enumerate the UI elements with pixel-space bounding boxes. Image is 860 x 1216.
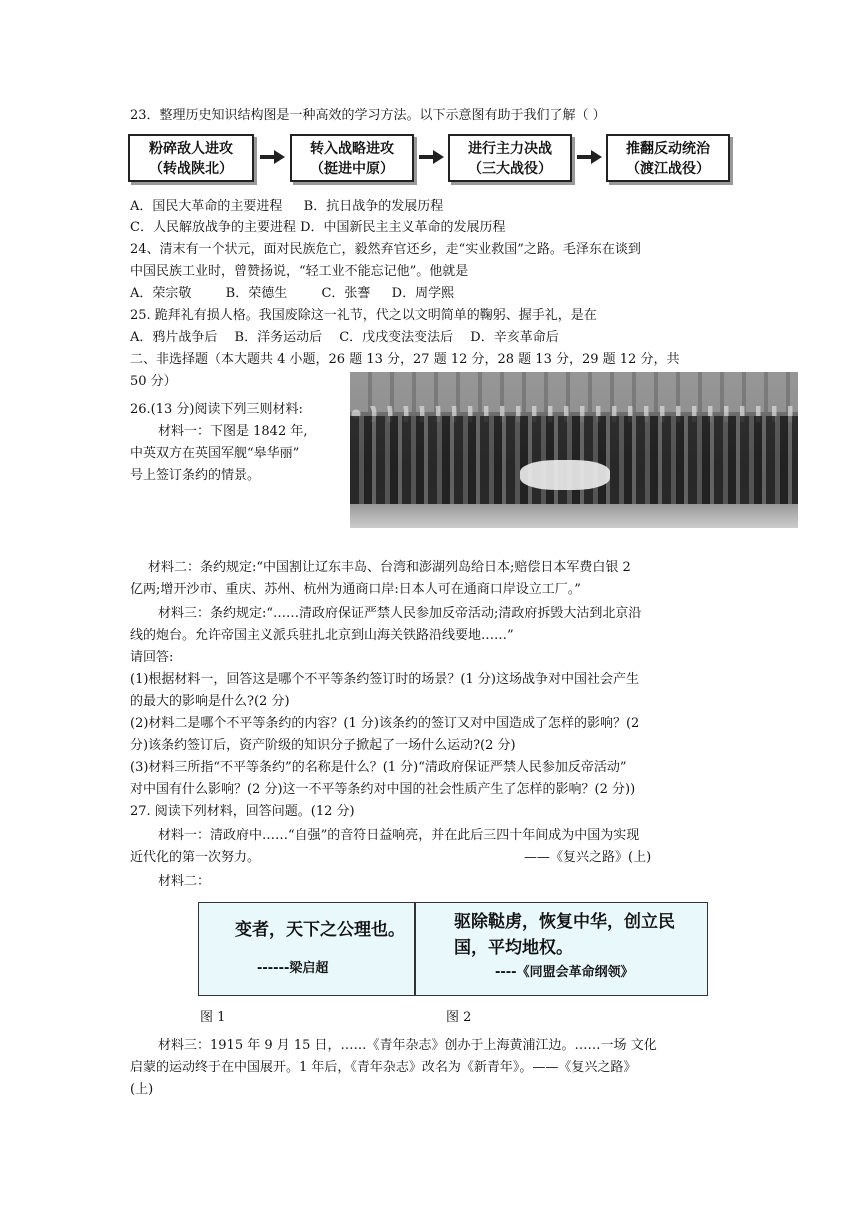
q26-material-1-b: 中英双方在英国军舰“皋华丽” — [130, 446, 300, 461]
q26-sub-1-b: 的最大的影响是什么?(2 分) — [130, 694, 290, 709]
quote-2-author: ----《同盟会革命纲领》 — [495, 965, 634, 980]
q26-sub-3-a: (3)材料三所指“不平等条约”的名称是什么？(1 分)“清政府保证严禁人民参加反帝活动” — [130, 760, 627, 775]
quote-boxes — [198, 902, 708, 996]
q27-material-3-b: 启蒙的运动终于在中国展开。1 年后，《青年杂志》改名为《新青年》。——《复兴之路》 — [130, 1060, 637, 1075]
q23-stem: 23．整理历史知识结构图是一种高效的学习方法。以下示意图有助于我们了解（ ） — [130, 108, 606, 123]
q26-material-2-b: 亿两;增开沙市、重庆、苏州、杭州为通商口岸:日本人可在通商口岸设立工厂。” — [130, 582, 581, 597]
q26-sub-2-a: (2)材料二是哪个不平等条约的内容？(1 分)该条约的签订又对中国造成了怎样的影响？(2 — [130, 716, 640, 731]
q23-options-ab: A．国民大革命的主要进程 B．抗日战争的发展历程 — [130, 199, 444, 214]
q25-options: A．鸦片战争后 B．洋务运动后 C．戊戌变法变法后 D．辛亥革命后 — [130, 330, 559, 345]
q26-sub-2-b: 分)该条约签订后，资产阶级的知识分子掀起了一场什么运动?(2 分) — [130, 738, 516, 753]
flow-step-2-title: 转入战略进攻 — [310, 141, 394, 157]
q27-material-3-a: 材料三：1915 年 9 月 15 日，……《青年杂志》创办于上海黄浦江边。……一场 文化 — [158, 1038, 657, 1053]
flow-step-2-sub: （挺进中原） — [310, 161, 394, 177]
flow-step-2 — [290, 134, 414, 182]
q26-sub-1-a: (1)根据材料一，回答这是哪个不平等条约签订时的场景？(1 分)这场战争对中国社会产生 — [130, 672, 639, 687]
flow-chart — [128, 134, 730, 186]
q23-options-cd: C．人民解放战争的主要进程 D．中国新民主主义革命的发展历程 — [130, 220, 506, 235]
flow-step-4-sub: （渡江战役） — [626, 161, 710, 177]
q26-material-1-a: 材料一：下图是 1842 年, — [158, 424, 308, 439]
q27-material-2-label: 材料二： — [158, 874, 211, 889]
flow-step-3 — [448, 134, 572, 182]
flow-step-1-title: 粉碎敌人进攻 — [149, 141, 233, 157]
section-2-heading-cont: 50 分） — [130, 374, 177, 389]
q26-material-3-a: 材料三：条约规定:“……清政府保证严禁人民参加反帝活动;清政府拆毁大沽到北京沿 — [158, 606, 642, 621]
q27-material-1-b: 近代化的第一次努力。 — [130, 850, 261, 865]
quote-1-author: ------梁启超 — [257, 961, 329, 976]
quote-1-text: 变者，天下之公理也。 — [235, 920, 405, 940]
q26-material-1-c: 号上签订条约的情景。 — [130, 468, 261, 483]
quote-divider — [414, 903, 416, 995]
arrow-right-icon — [260, 150, 286, 164]
flow-step-4 — [606, 134, 730, 182]
quote-2-text: 驱除鞑虏，恢复中华，创立民国，平均地权。 — [454, 912, 675, 958]
q26-heading: 26.(13 分)阅读下列三则材料: — [130, 402, 303, 417]
q27-heading: 27. 阅读下列材料，回答问题。(12 分) — [130, 804, 355, 819]
q27-material-1-source: ——《复兴之路》(上) — [524, 850, 652, 865]
q24-stem-1: 24、清末有一个状元，面对民族危亡，毅然弃官还乡，走“实业救国”之路。毛泽东在谈到 — [130, 242, 641, 257]
arrow-right-icon — [419, 150, 445, 164]
figure-2-caption: 图 2 — [446, 1010, 472, 1025]
flow-step-3-sub: （三大战役） — [468, 161, 552, 177]
arrow-right-icon — [577, 150, 603, 164]
q24-stem-2: 中国民族工业时，曾赞扬说，“轻工业不能忘记他”。他就是 — [130, 264, 469, 279]
q24-options: A．荣宗敬 B．荣德生 C．张謇 D．周学熙 — [130, 286, 455, 301]
q26-prompt: 请回答: — [130, 650, 174, 665]
q26-material-2-a: 材料二：条约规定:“中国割让辽东丰岛、台湾和澎湖列岛给日本;赔偿日本军费白银 2 — [148, 560, 631, 575]
q27-material-3-c: (上) — [130, 1082, 154, 1097]
section-2-heading: 二、非选择题（本大题共 4 小题，26 题 13 分，27 题 12 分，28 题 13 分，29 题 12 分，共 — [130, 352, 680, 367]
q26-material-3-b: 线的炮台。允许帝国主义派兵驻扎北京到山海关铁路沿线要地……” — [130, 628, 514, 643]
flow-step-3-title: 进行主力决战 — [468, 141, 552, 157]
q27-material-1-a: 材料一：清政府中……“自强”的音符日益响亮，并在此后三四十年间成为中国为实现 — [158, 828, 640, 843]
figure-1-caption: 图 1 — [200, 1010, 226, 1025]
flow-step-4-title: 推翻反动统治 — [626, 141, 710, 157]
q26-sub-3-b: 对中国有什么影响？(2 分)这一不平等条约对中国的社会性质产生了怎样的影响？(2 分)) — [130, 782, 636, 797]
q25-stem: 25. 跪拜礼有损人格。我国废除这一礼节，代之以文明简单的鞠躬、握手礼，是在 — [130, 308, 597, 323]
flow-step-1-sub: （转战陕北） — [149, 161, 233, 177]
flow-step-1 — [128, 134, 254, 182]
treaty-signing-photo — [350, 372, 798, 528]
